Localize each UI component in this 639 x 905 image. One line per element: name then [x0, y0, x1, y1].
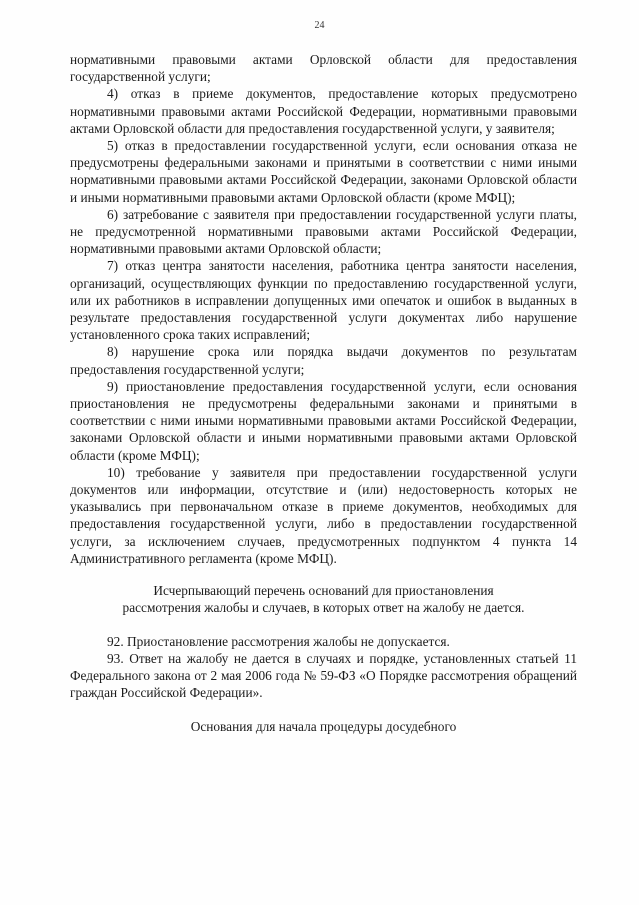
paragraph-93: 93. Ответ на жалобу не дается в случаях и порядке, установленных статьей 11 Федерального закона от 2 мая 2006 года № 59-ФЗ «О Порядке рассмотрения обращений граждан Российской Федерации». [70, 650, 577, 701]
paragraph-92: 92. Приостановление рассмотрения жалобы не допускается. [107, 633, 450, 649]
section-heading-line: Основания для начала процедуры досудебного [190, 719, 457, 735]
paragraph-item-9: 9) приостановление предоставления государственной услуги, если основания приостановления не предусмотрены федеральными законами и принятыми в соответствии с ними иными нормативными правовыми актами Российской Федерации, законами Орловской области и иными нормативными правовыми актами Орловской области (кроме МФЦ); [70, 378, 577, 463]
paragraph-item-10: 10) требование у заявителя при предоставлении государственной услуги документов или информации, отсутствие и (или) недостоверность которых не указывались при первоначальном отказе в приеме документов, необходимых для предоставления государственной услуги, либо в предоставлении государственной услуги, за исключением случаев, предусмотренных подпунктом 4 пункта 14 Административного регламента (кроме МФЦ). [70, 464, 577, 566]
paragraph-item-4: 4) отказ в приеме документов, предоставление которых предусмотрено нормативными правовыми актами Российской Федерации, нормативными правовыми актами Орловской области для предоставления государственной услуги, у заявителя; [70, 86, 577, 136]
spacer [70, 617, 577, 633]
paragraph-item-7: 7) отказ центра занятости населения, работника центра занятости населения, организаций, осуществляющих функции по предоставлению государственной услуги, или их работников в исправлении допущенных ими опечаток и ошибок в выданных в результате предоставления государственной услуги документах либо нарушение установленного срока таких исправлений; [70, 258, 577, 343]
section-heading-line: рассмотрения жалобы и случаев, в которых ответ на жалобу не дается. [122, 600, 525, 616]
spacer [70, 567, 577, 582]
paragraph-item-8: 8) нарушение срока или порядка выдачи документов по результатам предоставления государственной услуги; [70, 344, 577, 377]
section-heading-line: Исчерпывающий перечень оснований для приостановления [153, 583, 494, 599]
section-heading-suspension [70, 582, 577, 616]
paragraph-item-5: 5) отказ в предоставлении государственной услуги, если основания отказа не предусмотрены федеральными законами и принятыми в соответствии с ними иными нормативными правовыми актами Российской Федерации, законами Орловской области и иными нормативными правовыми актами Орловской области (кроме МФЦ); [70, 138, 577, 205]
paragraph-item-6: 6) затребование с заявителя при предоставлении государственной услуги платы, не предусмотренной нормативными правовыми актами Российской Федерации, нормативными правовыми актами Орловской области; [70, 206, 577, 257]
paragraph-continuation: нормативными правовыми актами Орловской области для предоставления государственной услуги; [70, 52, 577, 85]
section-heading-pretrial [70, 718, 577, 735]
document-body [70, 51, 577, 736]
page-number: 24 [314, 20, 325, 31]
spacer [70, 701, 577, 718]
